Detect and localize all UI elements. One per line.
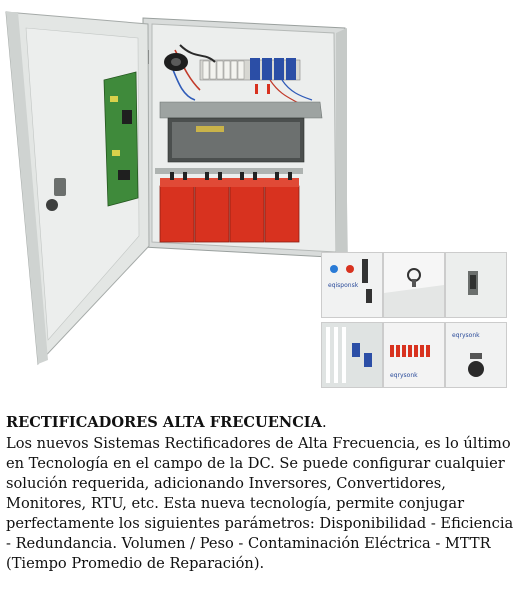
description-paragraph: [6, 434, 522, 574]
thumbnail-label: eqrysonk: [452, 332, 480, 339]
description-line: solución requerida, adicionando Inversores, Convertidores,: [6, 475, 446, 492]
thumbnail-control-panel: [321, 252, 383, 318]
product-description: [6, 413, 522, 574]
thumbnail-caster-wheel: [445, 322, 507, 388]
thumbnail-terminal-block: [383, 322, 445, 388]
description-line: en Tecnología en el campo de la DC. Se puede configurar cualquier: [6, 455, 505, 472]
thumbnail-label: eqrysonk: [390, 372, 418, 379]
thumbnail-label: eqisponsk: [328, 282, 359, 289]
thumbnail-vent-grille: [321, 322, 383, 388]
description-line: (Tiempo Promedio de Reparación).: [6, 555, 265, 572]
title-period: .: [321, 414, 327, 431]
description-line: Los nuevos Sistemas Rectificadores de Alta Frecuencia, es lo último: [6, 435, 511, 452]
description-line: - Redundancia. Volumen / Peso - Contaminación Eléctrica - MTTR: [6, 535, 491, 552]
thumbnail-door-handle: [445, 252, 507, 318]
detail-thumbnails: [321, 252, 525, 390]
title-text: RECTIFICADORES ALTA FRECUENCIA: [6, 414, 322, 431]
product-title: [6, 413, 522, 433]
description-line: perfectamente los siguientes parámetros: Disponibilidad - Eficiencia: [6, 515, 514, 532]
description-line: Monitores, RTU, etc. Esta nueva tecnología, permite conjugar: [6, 495, 465, 512]
thumbnail-lifting-eye: [383, 252, 445, 318]
